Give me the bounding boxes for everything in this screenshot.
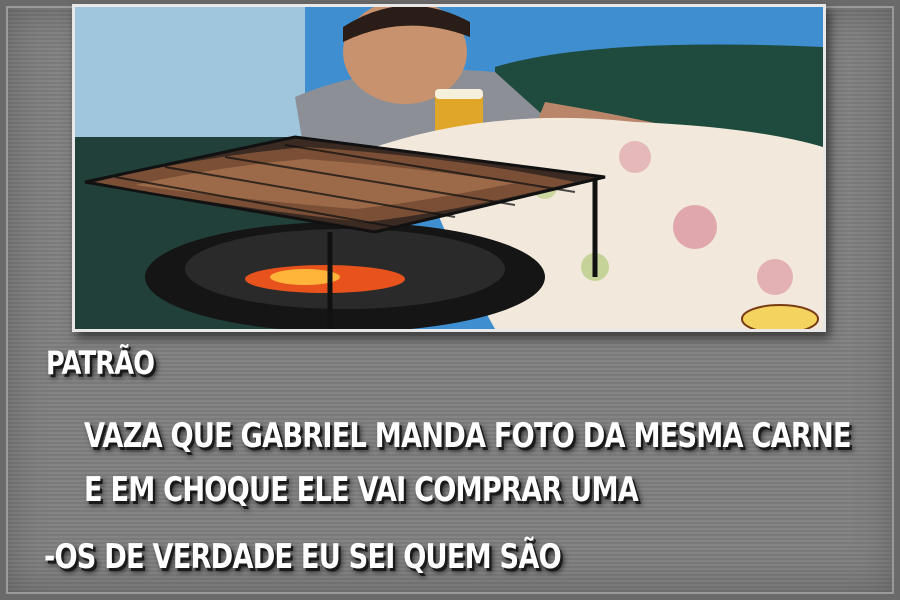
meme-photo xyxy=(72,4,826,332)
caption-line-1: VAZA QUE GABRIEL MANDA FOTO DA MESMA CARNE xyxy=(84,416,851,456)
watermark-logo xyxy=(742,305,818,329)
meme-photo-icon xyxy=(75,7,823,329)
caption-line-2: E EM CHOQUE ELE VAI COMPRAR UMA xyxy=(84,470,638,510)
window-light xyxy=(75,7,305,157)
beer-foam xyxy=(435,89,483,99)
caption-heading: PATRÃO xyxy=(46,344,155,382)
caption-line-3: -OS DE VERDADE EU SEI QUEM SÃO xyxy=(44,537,561,577)
